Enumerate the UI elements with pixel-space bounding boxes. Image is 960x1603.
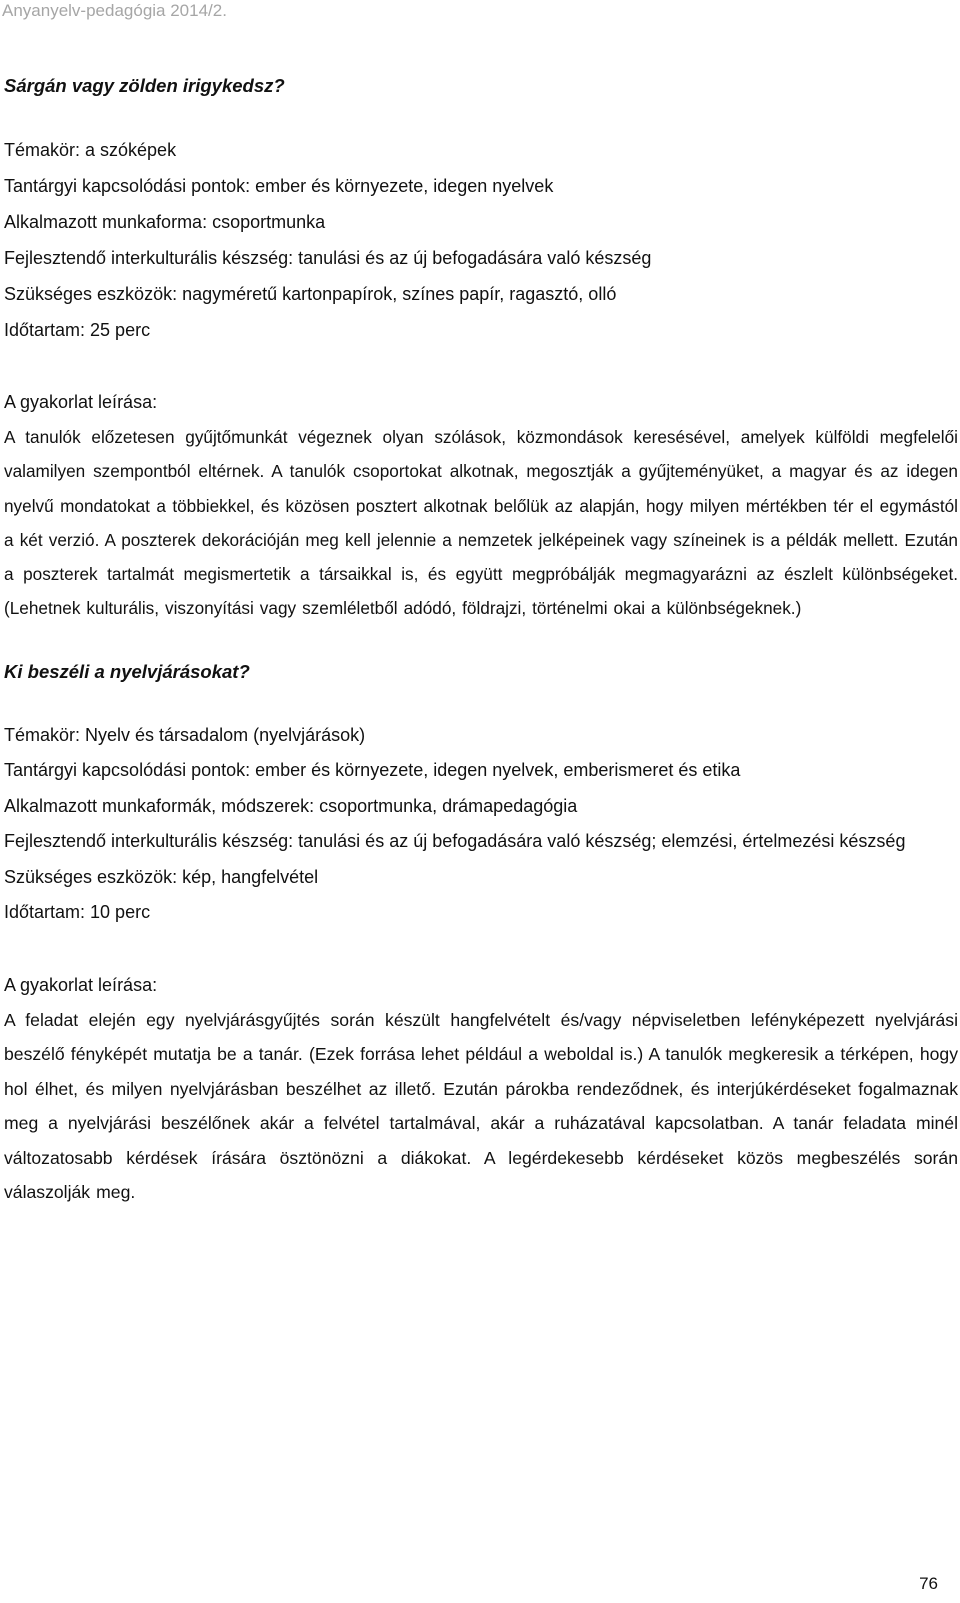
meta-skill: Fejlesztendő interkulturális készség: tanulási és az új befogadására való készség; elemzési, értelmezési készség — [4, 831, 906, 852]
meta-tools: Szükséges eszközök: kép, hangfelvétel — [4, 866, 319, 887]
meta-duration: Időtartam: 10 perc — [4, 902, 151, 923]
description-1: A tanulók előzetesen gyűjtőmunkát végeznek olyan szólások, közmondások keresésével, amelyek külföldi megfelelői valamilyen szempontból eltérnek. A tanulók csoportokat alkotnak, megosztják a gyűjteményüket, a magyar és az idegen nyelvű mondatokat a többiekkel, és közösen posztert alkotnak belőlük az alapján, hogy milyen mértékben tér el egymástól a két verzió. A poszterek dekorációján meg kell jelennie a nemzetek jelképeinek vagy színeinek is a példák mellett. Ezután a poszterek tartalmát megismertetik a társaikkal is, és együtt megpróbálják megmagyarázni az észlelt különbségeket. (Lehetnek kulturális, viszonyítási vagy szemléletből adódó, földrajzi, történelmi okai a különbségeknek.) — [4, 427, 958, 619]
page-content — [4, 74, 958, 1210]
running-header: Anyanyelv-pedagógia 2014/2. — [2, 1, 227, 20]
description-label-1: A gyakorlat leírása: — [4, 392, 158, 412]
page-number: 76 — [919, 1574, 938, 1593]
description-2: A feladat elején egy nyelvjárásgyűjtés során készült hangfelvételt és/vagy népviseletben lefényképezett nyelvjárási beszélő fényképét mutatja be a tanár. (Ezek forrása lehet például a weboldal is.) A tanulók megkeresik a térképen, hogy hol élhet, és milyen nyelvjárásban beszélhet az illető. Ezután párokba rendeződnek, és interjúkérdéseket fogalmaznak meg a nyelvjárási beszélőnek akár a felvétel tartalmával, akár a ruházatával kapcsolatban. A tanár feladata minél változatosabb kérdések írására ösztönözni a diákokat. A legérdekesebb kérdéseket közös megbeszélés során válaszolják meg. — [4, 1009, 958, 1203]
exercise-title-2: Ki beszéli a nyelvjárásokat? — [4, 660, 250, 682]
meta-skill: Fejlesztendő interkulturális készség: tanulási és az új befogadására való készség — [4, 248, 652, 268]
meta-work-form: Alkalmazott munkaformák, módszerek: csoportmunka, drámapedagógia — [4, 795, 578, 816]
meta-work-form: Alkalmazott munkaforma: csoportmunka — [4, 212, 326, 232]
meta-duration: Időtartam: 25 perc — [4, 320, 151, 340]
exercise-meta-2 — [4, 718, 958, 931]
meta-topic: Témakör: Nyelv és társadalom (nyelvjárások) — [4, 724, 366, 745]
meta-subject-links: Tantárgyi kapcsolódási pontok: ember és környezete, idegen nyelvek — [4, 176, 554, 196]
exercise-meta-1 — [4, 132, 958, 348]
exercise-title-1: Sárgán vagy zölden irigykedsz? — [4, 75, 285, 96]
meta-topic: Témakör: a szóképek — [4, 140, 177, 160]
description-label-2: A gyakorlat leírása: — [4, 974, 158, 995]
meta-tools: Szükséges eszközök: nagyméretű kartonpapírok, színes papír, ragasztó, olló — [4, 284, 617, 304]
meta-subject-links: Tantárgyi kapcsolódási pontok: ember és környezete, idegen nyelvek, emberismeret és etika — [4, 760, 741, 781]
